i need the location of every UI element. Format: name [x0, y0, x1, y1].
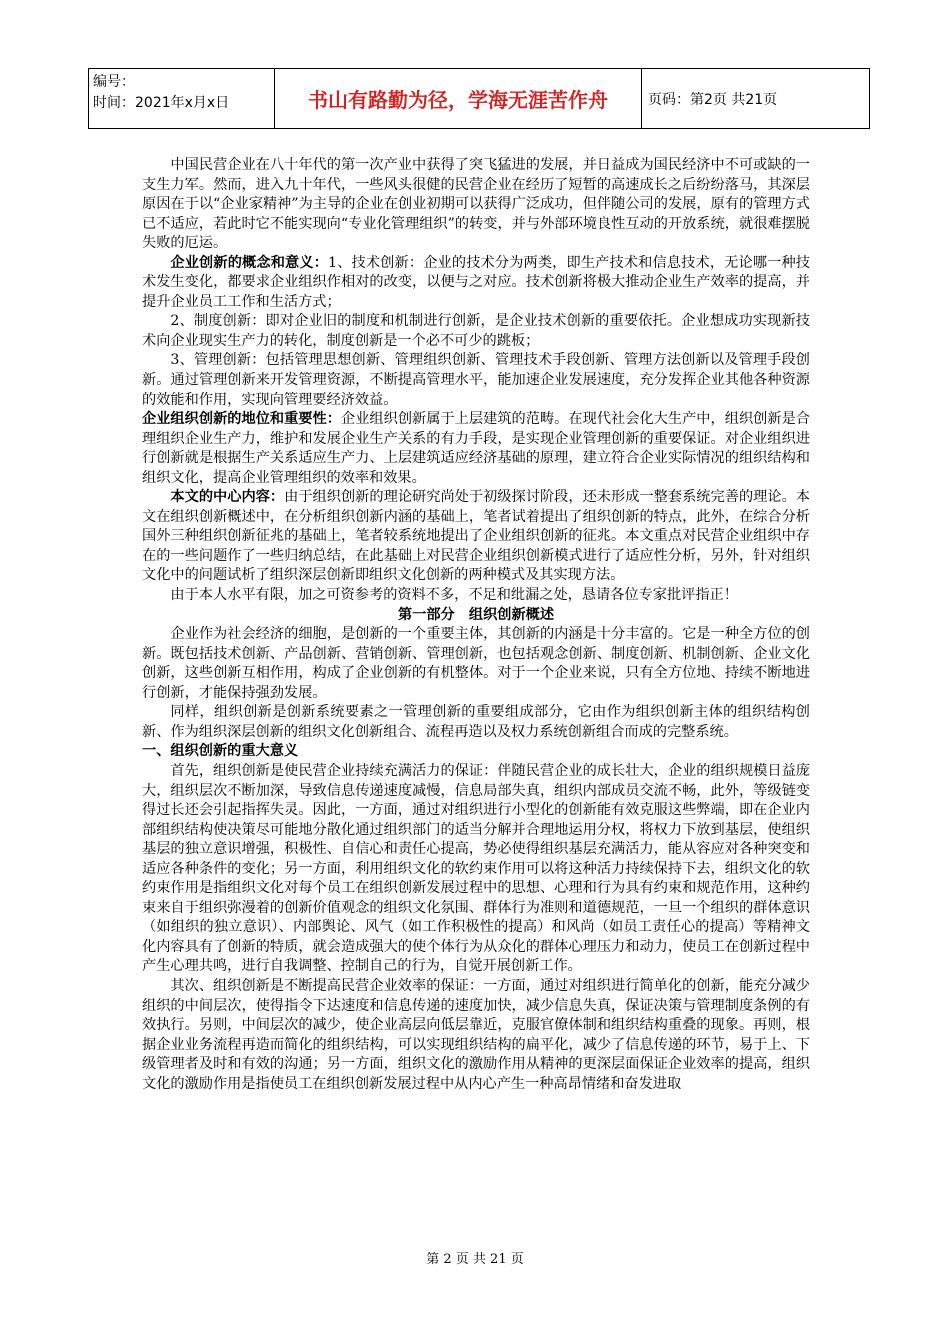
paragraph-lead: 本文的中心内容：	[170, 489, 285, 506]
paragraph: 企业作为社会经济的细胞，是创新的一个重要主体，其创新的内涵是十分丰富的。它是一种全方位的创新。既包括技术创新、产品创新、营销创新、管理创新，也包括观念创新、制度创新、机制创新、企业文化创新，这些创新互相作用，构成了企业创新的有机整体。对于一个企业来说，只有全方位地、持续不断地进行创新，才能保持强劲发展。	[142, 626, 810, 701]
subsection-title: 一、组织创新的重大意义	[142, 743, 299, 760]
paragraph: 2、制度创新：即对企业旧的制度和机制进行创新，是企业技术创新的重要依托。企业想成功实现新技术向企业现实生产力的转化，制度创新是一个必不可少的跳板；	[142, 313, 810, 349]
header-page-info: 页码：第2页 共21页	[648, 91, 778, 108]
paragraph-text: 由于组织创新的理论研究尚处于初级探讨阶段，还未形成一整套系统完善的理论。本文在组织创新概述中，在分析组织创新内涵的基础上，笔者试着提出了组织创新的特点，此外，在综合分析国外三种组织创新征兆的基础上，笔者较系统地提出了企业组织创新的征兆。本文重点对民营企业组织中存在的一些问题作了一些归纳总结，在此基础上对民营企业组织创新模式进行了适应性分析，另外，针对组织文化中的问题试析了组织深层创新即组织文化创新的两种模式及其实现方法。	[142, 489, 810, 584]
paragraph: 首先，组织创新是使民营企业持续充满活力的保证：伴随民营企业的成长壮大，企业的组织规模日益庞大，组织层次不断加深，导致信息传递速度减慢，信息局部失真，组织内部成员交流不畅，此外，等级链变得过长还会引起指挥失灵。因此，一方面，通过对组织进行小型化的创新能有效克服这些弊端，即在企业内部组织结构使决策尽可能地分散化通过组织部门的适当分解并合理地运用分权，将权力下放到基层，使组织基层的独立意识增强，积极性、自信心和责任心提高，势必使得组织基层充满活力，能从容应对各种突变和适应各种条件的变化；另一方面，利用组织文化的软约束作用可以将这种活力持续保持下去，组织文化的软约束作用是指组织文化对每个员工在组织创新发展过程中的思想、心理和行为具有约束和规范作用，这种约束来自于组织弥漫着的创新价值观念的组织文化氛围、群体行为准则和道德规范，一旦一个组织的群体意识（如组织的独立意识）、内部舆论、风气（如工作积极性的提高）和风尚（如员工责任心的提高）等精神文化内容具有了创新的特质，就会造成强大的使个体行为从众化的群体心理压力和动力，使员工在创新过程中产生心理共鸣，进行自我调整、控制自己的行为，自觉开展创新工作。	[142, 762, 810, 975]
paragraph-text: 企业组织创新属于上层建筑的范畴。在现代社会化大生产中，组织创新是合理组织企业生产力，维护和发展企业生产关系的有力手段，是实现企业管理创新的重要保证。对企业组织进行创新就是根据生产关系适应生产力、上层建筑适应经济基础的原理，建立符合企业实际情况的组织结构和组织文化，提高企业管理组织的效率和效果。	[142, 411, 810, 486]
paragraph-lead: 企业组织创新的地位和重要性：	[142, 411, 341, 428]
paragraph: 同样，组织创新是创新系统要素之一管理创新的重要组成部分，它由作为组织创新主体的组织结构创新、作为组织深层创新的组织文化创新组合、流程再造以及权力系统创新组合而成的完整系统。	[142, 704, 810, 740]
page-header	[88, 68, 870, 129]
document-date: 时间：2021年x月x日	[93, 95, 230, 111]
paragraph: 3、管理创新：包括管理思想创新、管理组织创新、管理技术手段创新、管理方法创新以及管理手段创新。通过管理创新来开发管理资源，不断提高管理水平，能加速企业发展速度，充分发挥企业其他各种资源的效能和作用，实现向管理要经济效益。	[142, 352, 810, 408]
paragraph	[142, 410, 810, 488]
paragraph	[142, 488, 810, 586]
paragraph-lead: 企业创新的概念和意义：	[170, 254, 329, 271]
header-motto-cell	[275, 69, 642, 128]
document-number: 编号：	[93, 74, 135, 90]
header-motto: 书山有路勤为径，学海无涯苦作舟	[308, 88, 608, 112]
header-meta	[89, 69, 275, 128]
page-footer: 第 2 页 共 21 页	[426, 1252, 524, 1267]
paragraph	[142, 254, 810, 313]
paragraph: 由于本人水平有限，加之可资参考的资料不多，不足和纰漏之处，恳请各位专家批评指正！	[170, 587, 738, 604]
section-title: 第一部分 组织创新概述	[397, 606, 555, 623]
paragraph: 中国民营企业在八十年代的第一次产业中获得了突飞猛进的发展，并日益成为国民经济中不可或缺的一支生力军。然而，进入九十年代，一些风头很健的民营企业在经历了短暂的高速成长之后纷纷落马，其深层原因在于以“企业家精神”为主导的企业在创业初期可以获得广泛成功，但伴随公司的发展，原有的管理方式已不适应，若此时它不能实现向“专业化管理组织”的转变，并与外部环境良性互动的开放系统，就很难摆脱失败的厄运。	[142, 157, 810, 252]
paragraph-text: 1、技术创新：企业的技术分为两类，即生产技术和信息技术，无论哪一种技术发生变化，都要求企业组织作相对的改变，以便与之对应。技术创新将极大推动企业生产效率的提高，并提升企业员工工作和生活方式；	[142, 254, 810, 310]
paragraph: 其次、组织创新是不断提高民营企业效率的保证：一方面，通过对组织进行简单化的创新，能充分减少组织的中间层次，使得指令下达速度和信息传递的速度加快，减少信息失真，保证决策与管理制度条例的有效执行。另则，中间层次的减少，使企业高层向低层靠近，克服官僚体制和组织结构重叠的现象。再则，根据企业业务流程再造而简化的组织结构，可以实现组织结构的扁平化，减少了信息传递的环节，易于上、下级管理者及时和有效的沟通；另一方面，组织文化的激励作用从精神的更深层面保证企业效率的提高，组织文化的激励作用是指使员工在组织创新发展过程中从内心产生一种高昂情绪和奋发进取	[142, 977, 810, 1092]
document-body	[142, 156, 810, 1094]
